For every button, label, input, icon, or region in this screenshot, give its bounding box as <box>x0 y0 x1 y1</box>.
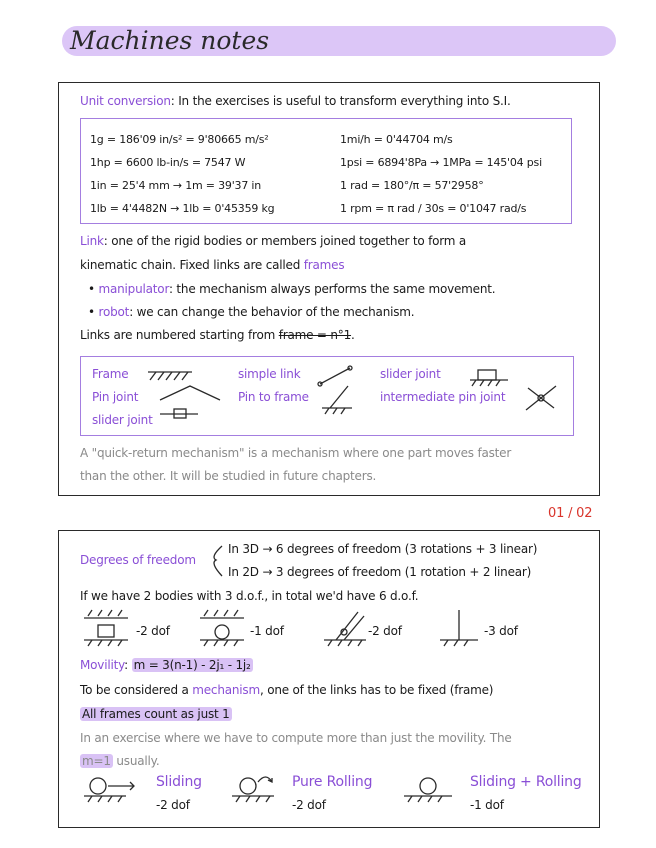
symbol-intermediate-label: intermediate pin joint <box>380 390 506 404</box>
robot-text: : we can change the behavior of the mechanism. <box>129 305 415 319</box>
conversion-right-3: 1 rad = 180°/π = 57'2958° <box>340 179 484 192</box>
mechanism-pre: To be considered a <box>80 683 193 697</box>
bullet-robot: • robot: we can change the behavior of the mechanism. <box>88 305 415 319</box>
sliding-label: Sliding <box>156 774 202 790</box>
dof-value-2: -1 dof <box>250 624 284 638</box>
dof-bodies: If we have 2 bodies with 3 d.o.f., in total we'd have 6 d.o.f. <box>80 589 419 603</box>
movility-label: Movility <box>80 658 125 672</box>
mechanism-post: , one of the links has to be fixed (frame) <box>259 683 494 697</box>
symbol-slider-joint-label: slider joint <box>92 413 153 427</box>
symbol-pin-to-frame-label: Pin to frame <box>238 390 309 404</box>
conversion-left-2: 1hp = 6600 lb-in/s = 7547 W <box>90 156 246 169</box>
frames-count: All frames count as just 1 <box>82 707 230 721</box>
symbol-slider-joint2-label: slider joint <box>380 367 441 381</box>
sliding-rolling-symbol <box>404 778 452 802</box>
quick-return-2: than the other. It will be studied in future chapters. <box>80 469 377 483</box>
link-label: Link <box>80 234 104 248</box>
conversion-left-3: 1in = 25'4 mm → 1m = 39'37 in <box>90 179 262 192</box>
pure-rolling-symbol <box>232 777 274 802</box>
dof-3d: In 3D → 6 degrees of freedom (3 rotations + 3 linear) <box>228 542 538 556</box>
movility-formula: m = 3(n-1) - 2j₁ - 1j₂ <box>133 658 251 672</box>
sliding-symbol <box>84 778 134 802</box>
quick-return-1: A "quick-return mechanism" is a mechanism where one part moves faster <box>80 446 512 460</box>
sliding-rolling-dof: -1 dof <box>470 798 504 812</box>
dof-value-1: -2 dof <box>136 624 170 638</box>
pure-rolling-label: Pure Rolling <box>292 774 373 790</box>
symbol-simple-link-label: simple link <box>238 367 301 381</box>
dof-value-4: -3 dof <box>484 624 518 638</box>
sliding-dof: -2 dof <box>156 798 190 812</box>
exercise-usually: usually. <box>112 754 160 768</box>
manipulator-text: : the mechanism always performs the same movement. <box>168 282 496 296</box>
conversion-right-4: 1 rpm = π rad / 30s = 0'1047 rad/s <box>340 202 527 215</box>
page-number: 01 / 02 <box>548 506 593 521</box>
conversion-left-1: 1g = 186'09 in/s² = 9'80665 m/s² <box>90 133 269 146</box>
symbol-frame-label: Frame <box>92 367 129 381</box>
link-def-2: kinematic chain. Fixed links are called <box>80 258 304 272</box>
links-numbered-text: Links are numbered starting from <box>80 328 279 342</box>
unit-conversion-text: : In the exercises is useful to transform everything into S.I. <box>170 94 511 108</box>
conversion-right-2: 1psi = 6894'8Pa → 1MPa = 145'04 psi <box>340 156 542 169</box>
pure-rolling-dof: -2 dof <box>292 798 326 812</box>
links-numbered-end: . <box>351 328 355 342</box>
page-title: Machines notes <box>70 26 270 55</box>
conversion-right-1: 1mi/h = 0'44704 m/s <box>340 133 453 146</box>
unit-conversion-label: Unit conversion <box>80 94 171 108</box>
sliding-rolling-label: Sliding + Rolling <box>470 774 582 790</box>
dof-2d: In 2D → 3 degrees of freedom (1 rotation + 2 linear) <box>228 565 532 579</box>
link-def-1: : one of the rigid bodies or members joined together to form a <box>103 234 467 248</box>
exercise-m1: m=1 <box>82 754 111 768</box>
dof-label: Degrees of freedom <box>80 553 196 567</box>
frames-term: frames <box>303 258 345 272</box>
movility-line: Movility: m = 3(n-1) - 2j₁ - 1j₂ <box>80 658 251 672</box>
conversion-left-4: 1lb = 4'4482N → 1lb = 0'45359 kg <box>90 202 275 215</box>
exercise-line-1: In an exercise where we have to compute more than just the movility. The <box>80 731 512 745</box>
manipulator-term: manipulator <box>98 282 169 296</box>
bullet-manipulator: • manipulator: the mechanism always performs the same movement. <box>88 282 496 296</box>
frame-n1: frame = n°1 <box>278 328 352 342</box>
dof-value-3: -2 dof <box>368 624 402 638</box>
mechanism-term: mechanism <box>192 683 260 697</box>
robot-term: robot <box>98 305 130 319</box>
symbol-pin-joint-label: Pin joint <box>92 390 139 404</box>
